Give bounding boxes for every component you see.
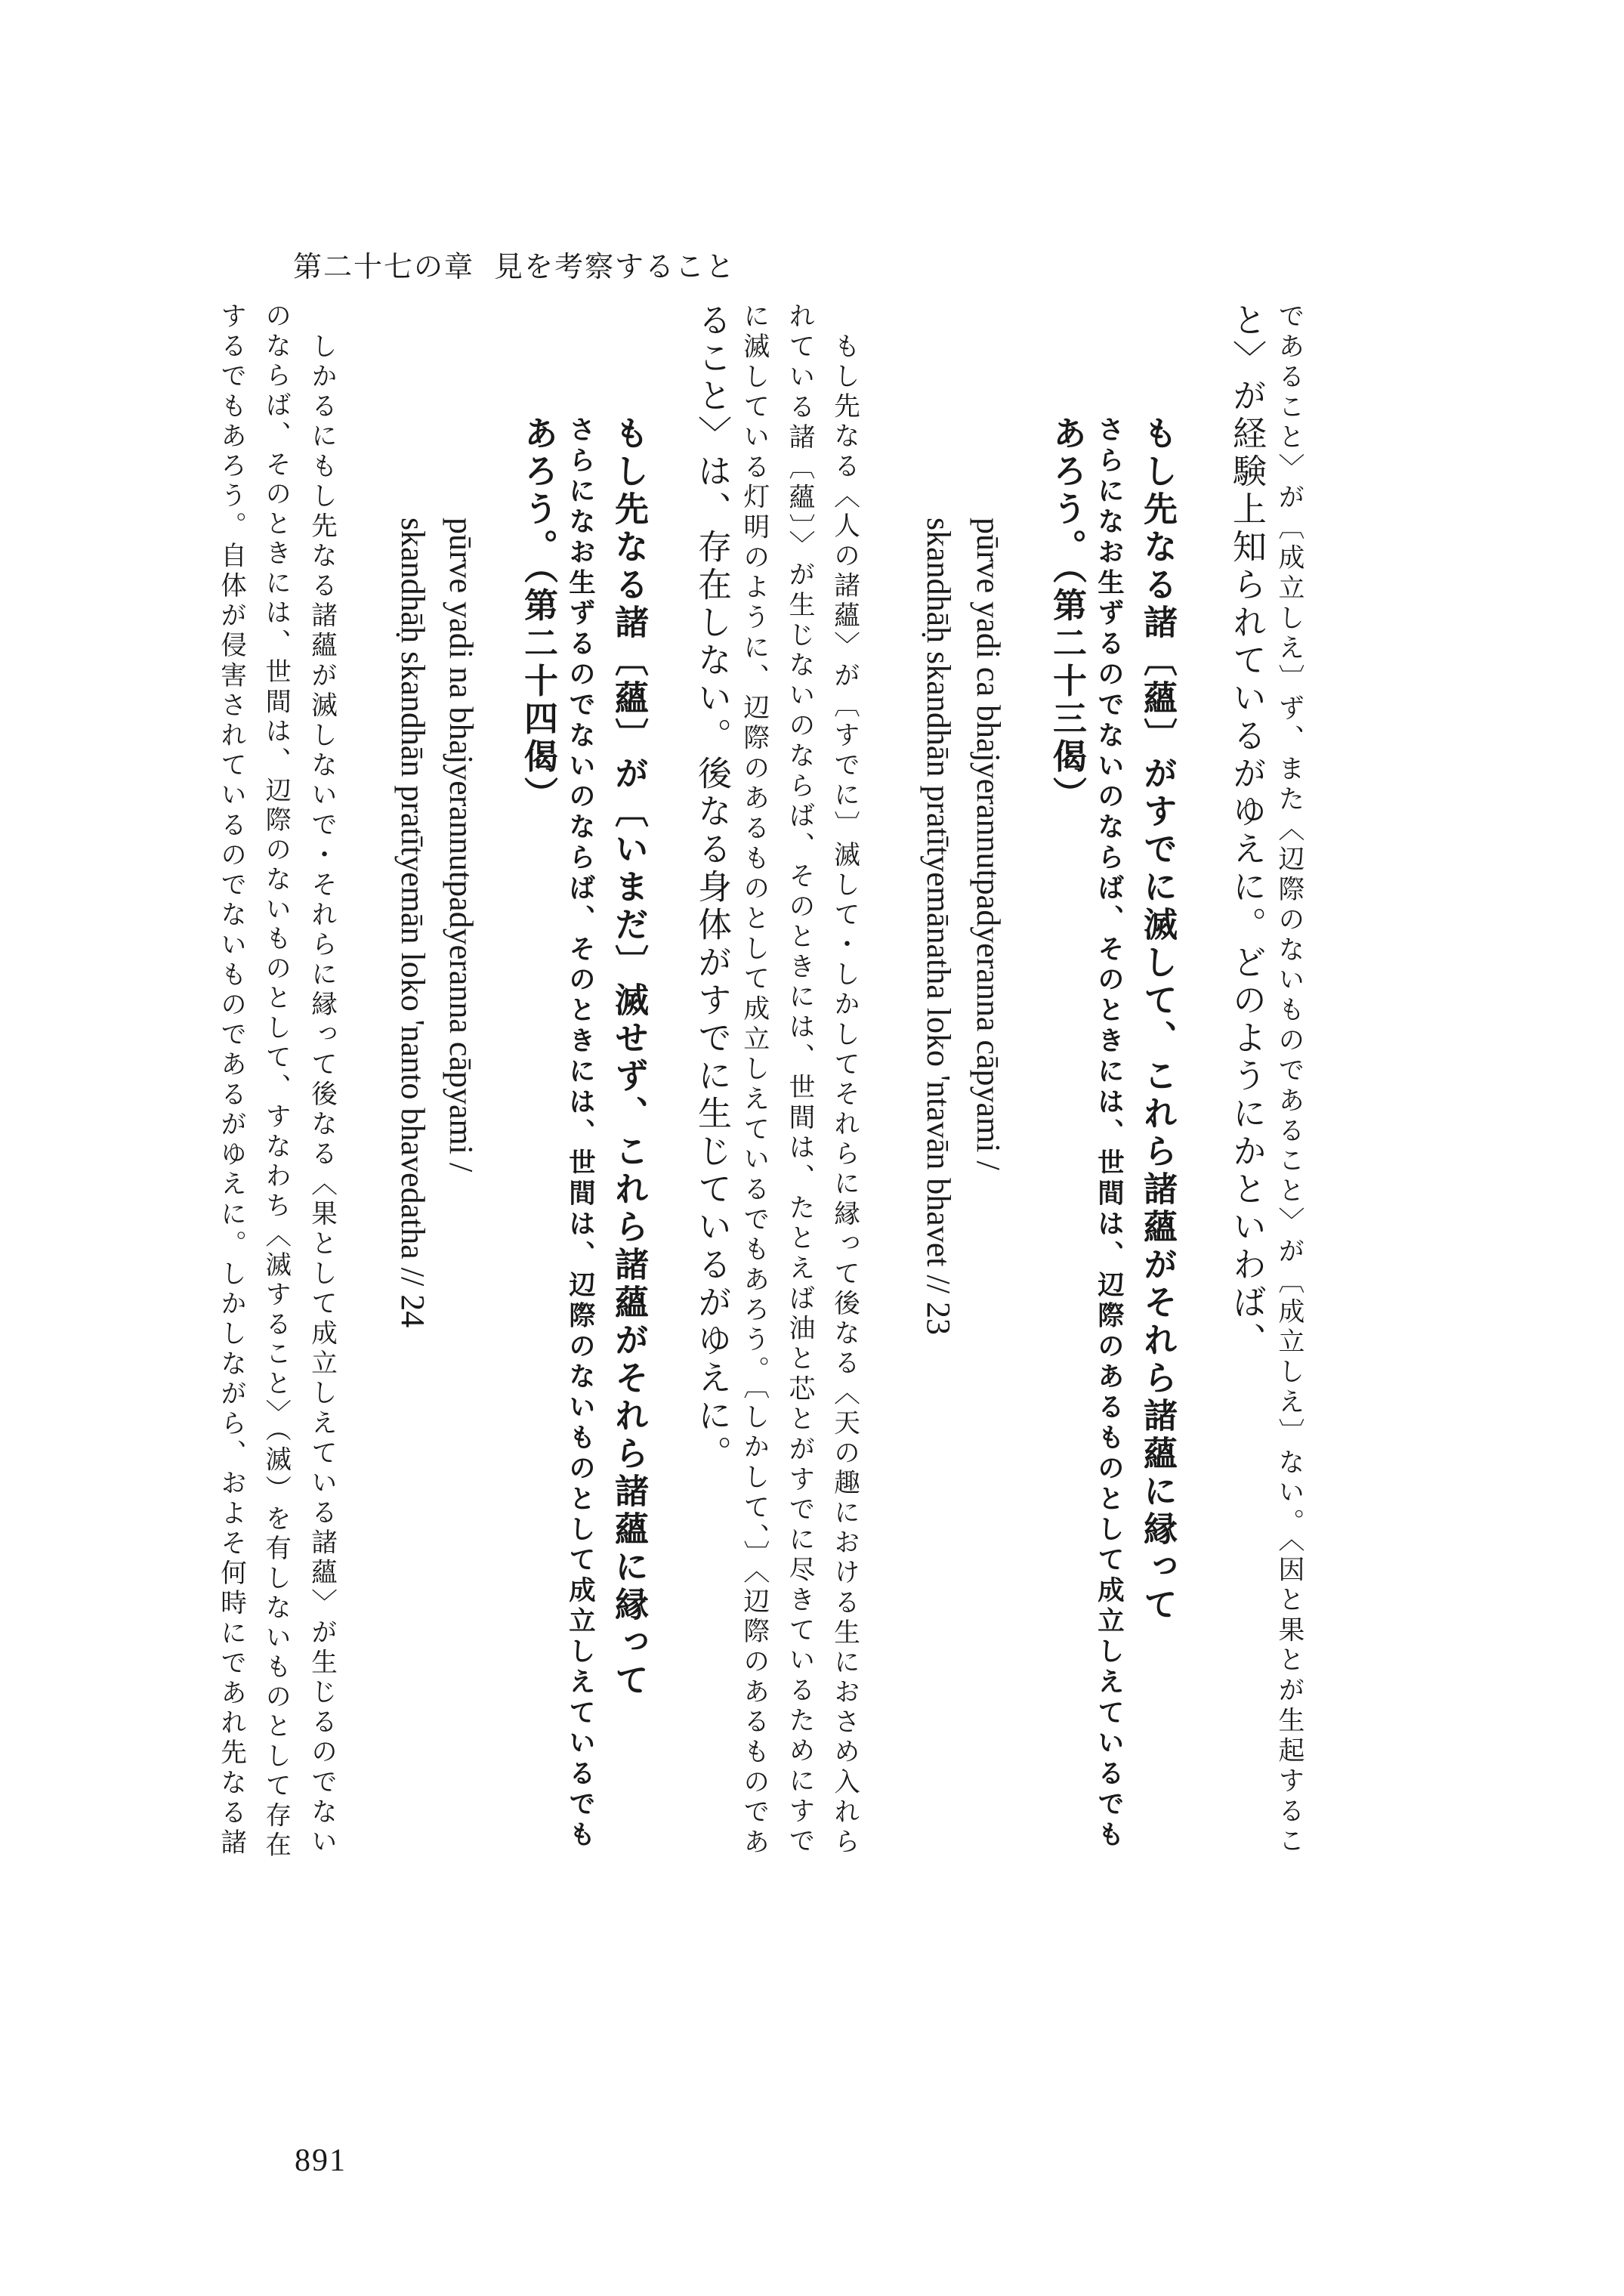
sanskrit-line: skandhāḥ skandhān pratītyemān loko 'nanto bhavedatha // 24 [394,518,431,1328]
text-column: れている諸〔蘊〕〉が生じないのならば、そのときには、世間は、たとえば油と芯とがすでに尽きているためにすで [783,302,814,1857]
chapter-label: 第二十七の章 [293,250,475,283]
verse-line: あろう。（第二十四偈） [518,416,558,814]
text-column: と〉が経験上知られているがゆえに。どのようにかといわば、 [1227,302,1267,1360]
text-column: のならば、そのときには、世間は、辺際のないものとして、すなわち〈滅すること〉（滅）を有しないものとして存在 [261,302,292,1861]
verse-line: さらになお生ずるのでないのならば、そのときには、世間は、辺際のあるものとして成立しえているでも [1093,416,1125,1851]
sanskrit-line: pūrve yadi na bhajyerannutpadyeranna cāpyami / [443,518,480,1173]
verse-line: もし先なる諸〔蘊〕が〔いまだ〕滅せず、これら諸蘊がそれら諸蘊に縁って [609,416,649,1700]
text-column: に滅している灯明のように、辺際のあるものとして成立しえているでもあろう。〔しかして、〕〈辺際のあるものであ [738,302,769,1859]
text-column: もし先なる〈人の諸蘊〉が〔すでに〕滅して・しかしてそれらに縁って後なる〈天の趣における生におさめ入れら [829,332,860,1858]
page-number: 891 [295,2143,347,2178]
sanskrit-line: skandhāḥ skandhān pratītyemānatha loko 'ntavān bhavet // 23 [920,518,957,1335]
chapter-title: 見を考察すること [494,250,736,283]
running-header [293,243,736,285]
verse-line: さらになお生ずるのでないのならば、そのときには、世間は、辺際のないものとして成立しえているでも [564,416,596,1851]
text-column: であること〉が〔成立しえ〕ず、また〈辺際のないものであること〉が〔成立しえ〕ない。〈因と果とが生起するこ [1273,302,1304,1857]
text-column: ること〉は、存在しない。後なる身体がすでに生じているがゆえに。 [692,302,732,1473]
verse-line: もし先なる諸〔蘊〕がすでに滅して、これら諸蘊がそれら諸蘊に縁って [1138,416,1178,1624]
text-column: しかるにもし先なる諸蘊が滅しないで・それらに縁って後なる〈果として成立しえている諸蘊〉が生じるのでない [306,332,337,1858]
text-column: するでもあろう。自体が侵害されているのでないものであるがゆえに。しかしながら、およそ何時にであれ先なる諸 [215,302,246,1859]
sanskrit-line: pūrve yadi ca bhajyerannutpadyeranna cāpyami / [970,518,1007,1170]
verse-line: あろう。（第二十三偈） [1047,416,1087,814]
